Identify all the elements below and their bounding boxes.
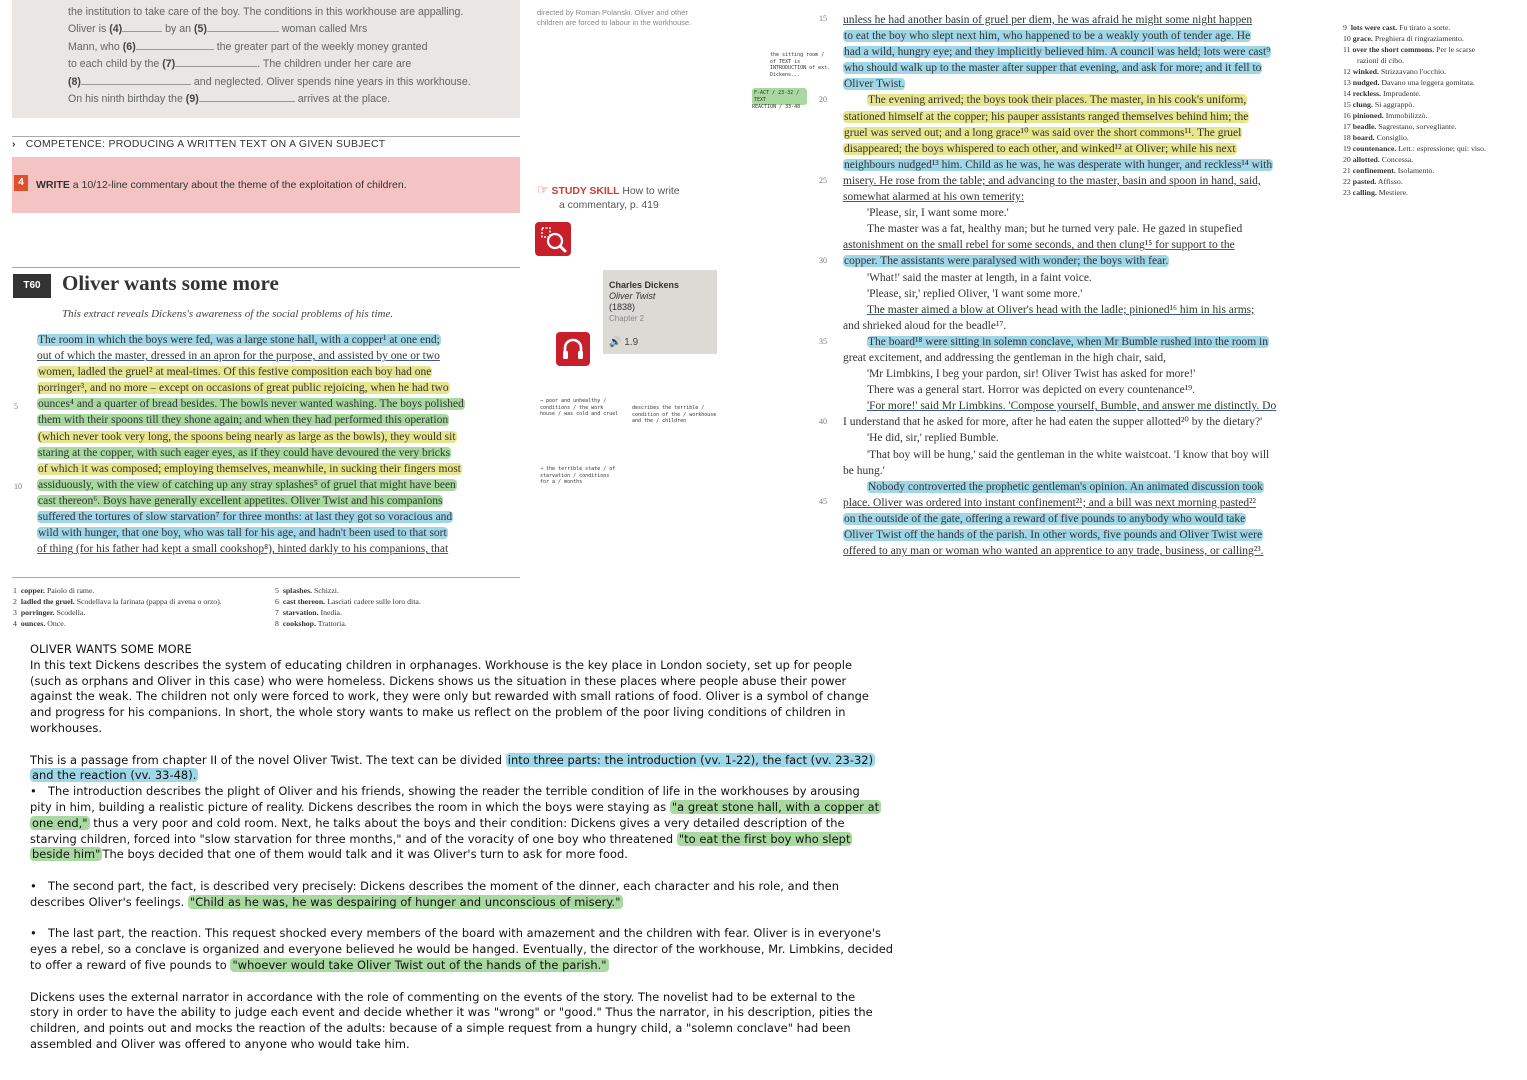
commentary-line: beside him" The boys decided that one of them would talk and it was Oliver's turn to ask for more food. (32, 847, 628, 862)
film-note: directed by Roman Polanski. Oliver and other children are forced to labour in the workhouse. (537, 8, 692, 27)
text-line: disappeared; the boys whispered to each other, and winked¹² at Oliver; while his next (844, 142, 1236, 155)
blank-field[interactable] (122, 21, 162, 32)
zoom-button[interactable] (535, 222, 571, 256)
glossary-left-a (13, 585, 222, 629)
handwritten-note: → the terrible state / of starvation / conditions for a / months (540, 466, 616, 485)
text-line: 'That boy will be hung,' said the gentleman in the white waistcoat. 'I know that boy will (867, 448, 1270, 461)
exercise-box (12, 0, 520, 118)
text-line: be hung.' (843, 464, 885, 477)
commentary-line: • The introduction describes the plight of Oliver and his friends, showing the reader the terrible condition of life in the workhouses by arousing (30, 784, 860, 799)
glossary-item: 17 beadle. Sagrestano, sorvegliante. (1343, 122, 1457, 131)
glossary-item: 14 reckless. Imprudente. (1343, 89, 1421, 98)
line-number: 40 (819, 417, 827, 426)
line-number: 35 (819, 337, 827, 346)
commentary-line: describes Oliver's feelings. "Child as he was, he was despairing of hunger and unconscious of misery." (30, 894, 621, 909)
text-line: I understand that he asked for more, after he had eaten the supper allotted²⁰ by the dietary?' (843, 416, 1263, 429)
text-line: (which never took very long, the spoons being nearly as large as the bowls), they would sit (38, 430, 456, 443)
line-number: 25 (819, 176, 827, 185)
text-line: The room in which the boys were fed, was a large stone hall, with a copper¹ at one end; (38, 334, 440, 346)
text-line: women, ladled the gruel² at meal-times. Of this festive composition each boy had one (38, 366, 432, 379)
text-line: to eat the boy who slept next him, who happened to be a weakly youth of tender age. He (844, 30, 1251, 43)
commentary-line: and progress for his companions. In short, the whole story wants to make us reflect on the problem of the poor living conditions of children in (30, 705, 846, 720)
commentary-line: In this text Dickens describes the system of educating children in orphanages. Workhouse is the key place in London society, set up for people (30, 657, 853, 672)
glossary-item: 4 ounces. Once. (13, 619, 66, 628)
extract-title: Oliver wants some more (62, 271, 279, 295)
glossary-item: 8 cookshop. Trattoria. (275, 619, 347, 628)
study-skill-link[interactable]: ☞ STUDY SKILL How to write a commentary, p. 419 (537, 182, 680, 211)
glossary-item: 9 lots were cast. Fu tirato a sorte. (1343, 23, 1451, 32)
commentary-line: pity in him, building a realistic picture of reality. Dickens describes the room in which the boys were staying as "a great stone hall, with a copper at (30, 799, 880, 814)
commentary-line: to offer a reward of five pounds to "whoever would take Oliver Twist out of the hands of the parish." (30, 957, 607, 972)
competence-heading: › COMPETENCE: PRODUCING A WRITTEN TEXT ON A GIVEN SUBJECT (12, 136, 520, 150)
exercise-line: Oliver is (4) by an (5) woman called Mrs (68, 23, 368, 36)
exercise-line: the institution to take care of the boy. The conditions in this workhouse are appalling. (68, 6, 464, 18)
glossary-item: 10 grace. Preghiera di ringraziamento. (1343, 34, 1464, 43)
audio-button[interactable] (556, 332, 590, 366)
footnote-divider (12, 577, 520, 578)
commentary-line: This is a passage from chapter II of the novel Oliver Twist. The text can be divided into three parts: the introduction (vv. 1-22), the fact (vv. 23-32) (30, 752, 874, 767)
text-line: staring at the copper, with such eager eyes, as if they could have devoured the very bricks (38, 446, 451, 459)
glossary-item: 12 winked. Strizzavano l'occhio. (1343, 67, 1446, 76)
extract-text-right (843, 12, 1333, 559)
extract-text-left (37, 332, 519, 557)
blank-field[interactable] (175, 56, 257, 67)
glossary-item: 5 splashes. Schizzi. (275, 586, 339, 595)
text-line: porringer³, and no more – except on occasions of great public rejoicing, when he had two (38, 382, 449, 395)
text-line: astonishment on the small rebel for some seconds, and then clung¹⁵ for support to the (843, 239, 1235, 252)
commentary-line: and the reaction (vv. 33-48). (32, 768, 197, 783)
text-line: them with their spoons till they shone again; and when they had performed this operation (38, 414, 449, 427)
audio-track[interactable]: 🔊 1.9 (609, 337, 639, 348)
commentary-line: • The second part, the fact, is described very precisely: Dickens describes the moment of the dinner, each character and his role, and then (30, 878, 839, 893)
glossary-item: 11 over the short commons. Per le scarse (1343, 45, 1476, 54)
line-number: 20 (819, 95, 827, 104)
text-line: somewhat alarmed at his own temerity: (843, 191, 1025, 204)
handwritten-note: REACTION / 33-48 (752, 104, 801, 110)
glossary-item: 13 nudged. Davano una leggera gomitata. (1343, 78, 1475, 87)
text-line: who should walk up to the master after supper that evening, and ask for more; and it fell to (844, 62, 1262, 75)
glossary-item: 20 allotted. Concessa. (1343, 155, 1414, 164)
text-line: 'Mr Limbkins, I beg your pardon, sir! Oliver Twist has asked for more!' (867, 368, 1196, 381)
line-number: 10 (14, 482, 22, 491)
commentary-line: one end," thus a very poor and cold room. Next, he talks about the boys and their condition: Dickens gives a very detailed description of the (32, 815, 845, 830)
student-commentary (30, 642, 1020, 1053)
text-line: unless he had another basin of gruel per diem, he was afraid he might some night happen (843, 14, 1253, 26)
extract-subtitle: This extract reveals Dickens's awareness of the social problems of his time. (62, 308, 394, 320)
exercise-line: On his ninth birthday the (9) arrives at the place. (68, 92, 391, 105)
text-line: on the outside of the gate, offering a reward of five pounds to anybody who would take (844, 512, 1246, 525)
handwritten-note: F-ACT / 23-32 / TEXT (752, 88, 807, 105)
glossary-item: 7 starvation. Inedia. (275, 608, 342, 617)
text-line: There was a general start. Horror was depicted on every countenance¹⁹. (867, 384, 1196, 397)
text-line: ounces⁴ and a quarter of bread besides. The bowls never wanted washing. The boys polished (38, 398, 464, 411)
line-number: 45 (819, 497, 827, 506)
glossary-left-b (275, 585, 421, 629)
text-line: 'He did, sir,' replied Bumble. (867, 432, 999, 445)
text-line: cast thereon⁶. Boys have generally excellent appetites. Oliver Twist and his companions (38, 494, 443, 507)
text-line: wild with hunger, that one boy, who was tall for his age, and hadn't been used to that sort (38, 527, 447, 540)
commentary-line: workhouses. (30, 720, 103, 735)
exercise-line: Mann, who (6) the greater part of the weekly money granted (68, 40, 428, 53)
commentary-heading: OLIVER WANTS SOME MORE (30, 642, 192, 656)
commentary-line: story in order to have the ability to judge each event and decide whether it was "wrong" or "good." Thus the narrator, in his description, pities the (30, 1005, 873, 1020)
text-line: and shrieked aloud for the beadle¹⁷. (843, 319, 1007, 332)
pointer-hand-icon: ☞ (537, 182, 549, 197)
task-number: 4 (14, 175, 28, 191)
glossary-item: 6 cast thereon. Lasciati cadere sulle loro dita. (275, 597, 421, 606)
commentary-line: children, and points out and mocks the reaction of the adults: because of a simple request from a hungry child, a "solemn conclave" had been (30, 1021, 851, 1036)
text-line: misery. He rose from the table; and advancing to the master, basin and spoon in hand, said, (843, 174, 1261, 187)
handwritten-note: → poor and unhealthy / conditions / the work house / was cold and cruel (540, 398, 619, 417)
glossary-right (1343, 22, 1486, 198)
blank-field[interactable] (207, 21, 279, 32)
task-text: WRITE a 10/12-line commentary about the theme of the exploitation of children. (36, 179, 407, 191)
text-line: copper. The assistants were paralysed with wonder; the boys with fear. (844, 255, 1169, 268)
handwritten-note: the sitting room / of TEXT is INTRODUCTION of ext. Dickens... (770, 52, 831, 78)
text-line: place. Oliver was ordered into instant confinement²¹; and a bill was next morning pasted²² (843, 496, 1256, 509)
glossary-item: 2 ladled the gruel. Scodellava la farinata (pappa di avena o orzo). (13, 597, 222, 606)
glossary-item: 16 pinioned. Immobilizzò. (1343, 111, 1428, 120)
exercise-line: (8) and neglected. Oliver spends nine years in this workhouse. (68, 75, 471, 88)
commentary-line: against the weak. The children not only were forced to work, they were only but rewarded with small rations of food. Oliver is a symbol of change (30, 689, 869, 704)
text-line: suffered the tortures of slow starvation⁷ for three months: at last they got so voracious and (38, 511, 453, 524)
text-badge: T60 (13, 274, 51, 298)
glossary-item: 15 clung. Si aggrappò. (1343, 100, 1415, 109)
blank-field[interactable] (136, 39, 214, 50)
text-line: 'For more!' said Mr Limbkins. 'Compose yourself, Bumble, and answer me distinctly. Do (867, 400, 1277, 413)
line-number: 15 (819, 14, 827, 23)
text-line: assiduously, with the view of catching up any stray splashes⁵ of gruel that might have been (38, 478, 456, 491)
text-line: had a wild, hungry eye; and they implicitly believed him. A council was held; lots were cast⁹ (844, 46, 1271, 59)
text-line: Nobody controverted the prophetic gentleman's opinion. An animated discussion took (868, 480, 1263, 493)
text-line: neighbours nudged¹³ him. Child as he was, he was desperate with hunger, and reckless¹⁴ with (844, 158, 1273, 171)
glossary-item: razioni di cibo. (1357, 56, 1404, 65)
exercise-line: to each child by the (7) . The children under her care are (68, 58, 412, 71)
commentary-line: eyes a rebel, so a conclave is organized and everyone believed he would be hanged. Eventually, the director of the workhouse, Mr. Limbkins, decided (30, 942, 894, 957)
text-line: offered to any man or woman who wanted an apprentice to any trade, business, or calling²³. (843, 545, 1264, 558)
speaker-icon: 🔊 (609, 337, 622, 348)
commentary-line: Dickens uses the external narrator in accordance with the role of commenting on the events of the story. The novelist had to be external to the (30, 989, 856, 1004)
glossary-item: 19 countenance. Lett.: espressione; qui: viso. (1343, 144, 1486, 153)
text-line: great excitement, and addressing the gentleman in the high chair, said, (843, 351, 1167, 364)
text-line: of which it was composed; employing themselves, meanwhile, in sucking their fingers most (38, 462, 461, 475)
blank-field[interactable] (81, 74, 191, 85)
text-line: The master was a fat, healthy man; but he turned very pale. He gazed in stupefied (867, 223, 1243, 236)
glossary-item: 3 porringer. Scodella. (13, 608, 86, 617)
commentary-line: (such as orphans and Oliver in this case) who were homeless. Dickens shows us the situation in these places where people abuse their power (30, 673, 847, 688)
text-line: 'What!' said the master at length, in a faint voice. (867, 271, 1092, 284)
commentary-line: • The last part, the reaction. This request shocked every members of the board with amazement and the children with fear. Oliver is in everyone's (30, 926, 882, 941)
line-number: 30 (819, 256, 827, 265)
blank-field[interactable] (199, 91, 295, 102)
text-line: out of which the master, dressed in an apron for the purpose, and assisted by one or two (37, 350, 440, 363)
search-zoom-icon (535, 222, 571, 256)
commentary-line: starving children, forced into "slow starvation for three months," and of the voracity of one boy who threatened "to eat the first boy who slept (30, 831, 851, 846)
handwritten-note: describes the terrible / condition of the / workhouse and the / children (632, 405, 717, 424)
text-line: Oliver Twist. (844, 78, 905, 91)
text-line: The master aimed a blow at Oliver's head with the ladle; pinioned¹⁶ him in his arms; (867, 303, 1255, 316)
glossary-item: 23 calling. Mestiere. (1343, 188, 1408, 197)
line-number: 5 (14, 402, 18, 411)
glossary-item: 21 confinement. Isolamento. (1343, 166, 1435, 175)
text-line: stationed himself at the copper; his pauper assistants ranged themselves behind him; the (844, 110, 1249, 123)
book-info-card: Charles Dickens Oliver Twist (1838) Chapter 2 (603, 270, 717, 354)
text-line: The evening arrived; the boys took their places. The master, in his cook's uniform, (868, 94, 1247, 107)
text-line: 'Please, sir, I want some more.' (867, 207, 1009, 220)
text-line: Oliver Twist off the hands of the parish. In other words, five pounds and Oliver Twist were (844, 529, 1263, 541)
text-line: 'Please, sir,' replied Oliver, 'I want some more.' (867, 287, 1083, 300)
text-line: gruel was served out; and a long grace¹⁰ was said over the short commons¹¹. The gruel (844, 126, 1242, 139)
glossary-item: 18 board. Consiglio. (1343, 133, 1409, 142)
glossary-item: 22 pasted. Affisso. (1343, 177, 1403, 186)
divider (12, 267, 520, 268)
text-line: of thing (for his father had kept a small cookshop⁸), hinted darkly to his companions, that (37, 543, 449, 556)
text-line: The board¹⁸ were sitting in solemn conclave, when Mr Bumble rushed into the room in (868, 335, 1268, 348)
glossary-item: 1 copper. Paiolo di rame. (13, 586, 95, 595)
headphones-icon (556, 332, 590, 366)
commentary-line: assembled and Oliver was offered to anyone who would take him. (30, 1036, 410, 1051)
